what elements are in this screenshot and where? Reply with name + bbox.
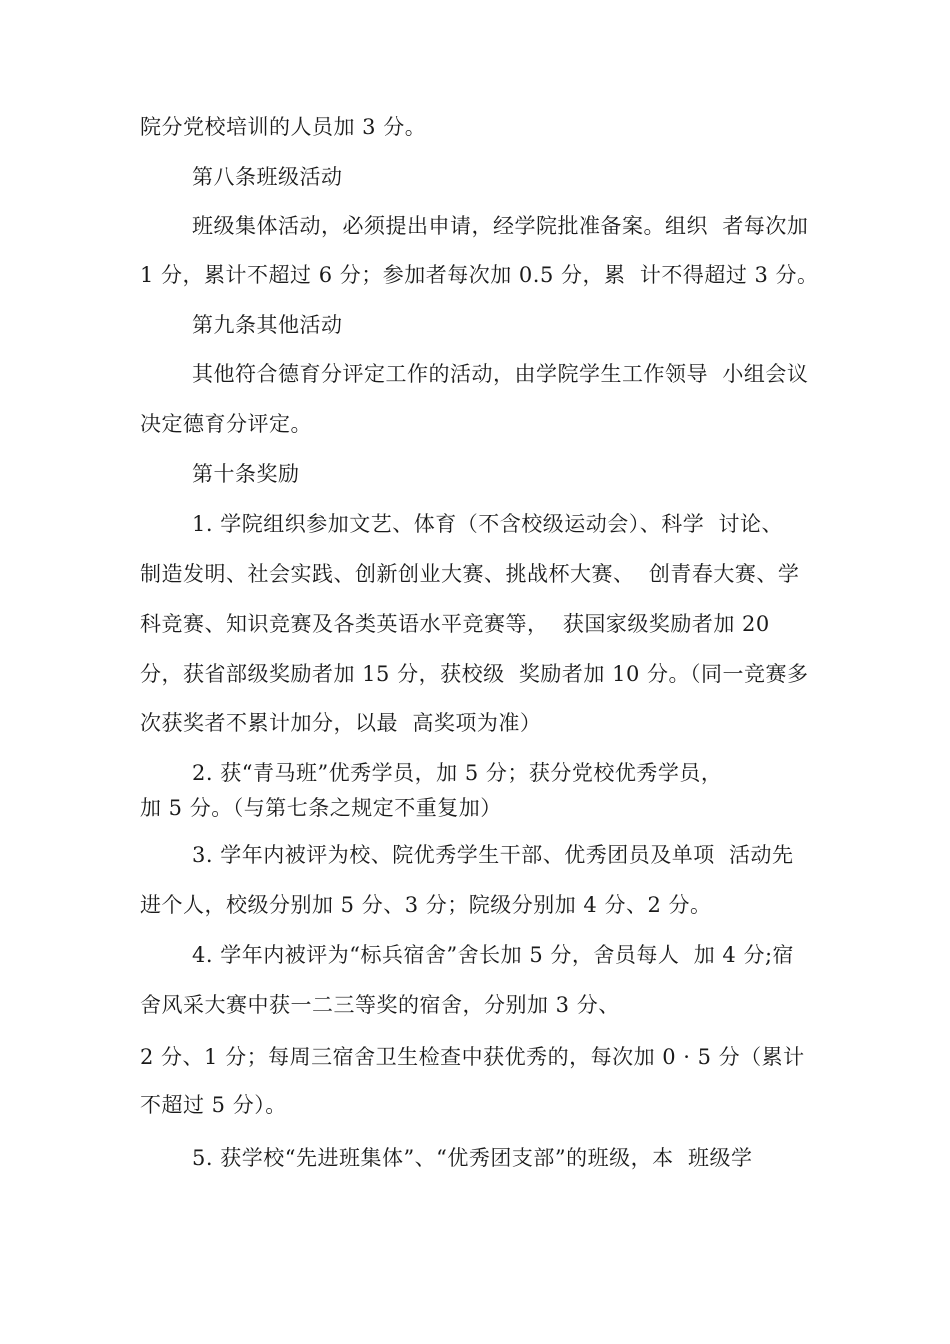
item-1-line-1: 1. 学院组织参加文艺、体育（不含校级运动会）、科学 讨论、 [192, 512, 784, 536]
text-line-7: 决定德育分评定。 [140, 412, 312, 436]
item-4-line-2: 舍风采大赛中获一二三等奖的宿舍，分别加 3 分、 [140, 993, 620, 1017]
item-4-line-3: 2 分、1 分；每周三宿舍卫生检查中获优秀的，每次加 0 · 5 分（累计 [140, 1045, 805, 1069]
article-10-heading: 第十条奖励 [192, 462, 300, 486]
item-3-line-2: 进个人，校级分别加 5 分、3 分；院级分别加 4 分、2 分。 [140, 893, 712, 917]
article-8-heading: 第八条班级活动 [192, 165, 343, 189]
item-2-line-1: 2. 获“青马班”优秀学员，加 5 分；获分党校优秀学员， [192, 761, 723, 785]
text-line-1: 院分党校培训的人员加 3 分。 [140, 115, 427, 139]
text-line-6: 其他符合德育分评定工作的活动，由学院学生工作领导 小组会议 [192, 362, 809, 386]
item-5-line-1: 5. 获学校“先进班集体”、“优秀团支部”的班级，本 班级学 [192, 1146, 753, 1170]
text-line-4: 1 分，累计不超过 6 分；参加者每次加 0.5 分，累 计不得超过 3 分。 [140, 263, 819, 287]
item-1-line-3: 科竞赛、知识竞赛及各类英语水平竞赛等， 获国家级奖励者加 20 [140, 612, 770, 636]
item-2-line-2: 加 5 分。（与第七条之规定不重复加） [140, 796, 502, 820]
text-line-3: 班级集体活动，必须提出申请，经学院批准备案。组织 者每次加 [192, 214, 809, 238]
item-1-line-2: 制造发明、社会实践、创新创业大赛、挑战杯大赛、 创青春大赛、学 [140, 562, 800, 586]
article-9-heading: 第九条其他活动 [192, 313, 343, 337]
item-4-line-1: 4. 学年内被评为“标兵宿舍”舍长加 5 分，舍员每人 加 4 分;宿 [192, 943, 795, 967]
item-1-line-4: 分，获省部级奖励者加 15 分，获校级 奖励者加 10 分。（同一竞赛多 [140, 662, 809, 686]
item-1-line-5: 次获奖者不累计加分，以最 高奖项为准） [140, 711, 542, 735]
item-3-line-1: 3. 学年内被评为校、院优秀学生干部、优秀团员及单项 活动先 [192, 843, 794, 867]
item-4-line-4: 不超过 5 分）。 [140, 1093, 287, 1117]
